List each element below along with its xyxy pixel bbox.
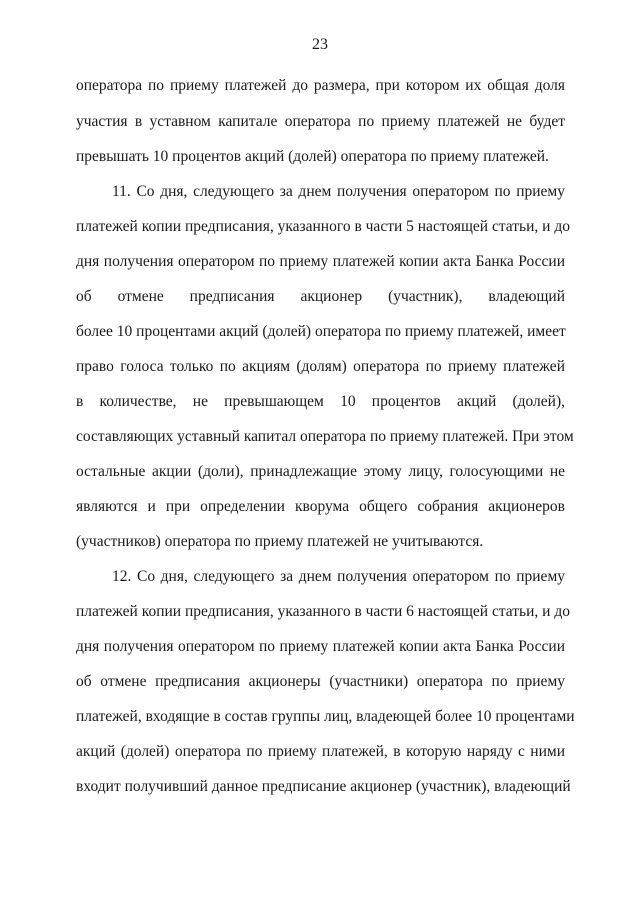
text-line: об отмене предписания акционеры (участники) оператора по приему — [76, 673, 565, 690]
text-line: остальные акции (доли), принадлежащие этому лицу, голосующими не — [76, 463, 565, 480]
text-line: превышать 10 процентов акций (долей) оператора по приему платежей. — [76, 148, 549, 165]
text-line: 11. Со дня, следующего за днем получения оператором по приему — [112, 183, 565, 200]
text-line: являются и при определении кворума общего собрания акционеров — [76, 498, 565, 515]
text-line: в количестве, не превышающем 10 процентов акций (долей), — [76, 393, 565, 410]
text-line: платежей копии предписания, указанного в части 6 настоящей статьи, и до — [76, 603, 570, 620]
text-line: платежей, входящие в состав группы лиц, владеющей более 10 процентами — [76, 708, 575, 725]
text-line: составляющих уставный капитал оператора по приему платежей. При этом — [76, 428, 574, 445]
text-line: 12. Со дня, следующего за днем получения оператором по приему — [112, 568, 565, 585]
text-line: входит получивший данное предписание акционер (участник), владеющий — [76, 778, 571, 795]
text-line: более 10 процентами акций (долей) оператора по приему платежей, имеет — [76, 323, 566, 340]
text-line: акций (долей) оператора по приему платежей, в которую наряду с ними — [76, 743, 565, 760]
text-line: участия в уставном капитале оператора по приему платежей не будет — [76, 113, 565, 130]
text-line: платежей копии предписания, указанного в части 5 настоящей статьи, и до — [76, 218, 570, 235]
text-line: дня получения оператором по приему платежей копии акта Банка России — [76, 638, 565, 655]
page-number: 23 — [312, 36, 328, 53]
text-line: право голоса только по акциям (долям) оператора по приему платежей — [76, 358, 565, 375]
text-line: (участников) оператора по приему платежей не учитываются. — [76, 533, 484, 550]
text-line: дня получения оператором по приему платежей копии акта Банка России — [76, 253, 565, 270]
text-line: об отмене предписания акционер (участник), владеющий — [76, 288, 565, 305]
text-line: оператора по приему платежей до размера, при котором их общая доля — [76, 77, 565, 94]
